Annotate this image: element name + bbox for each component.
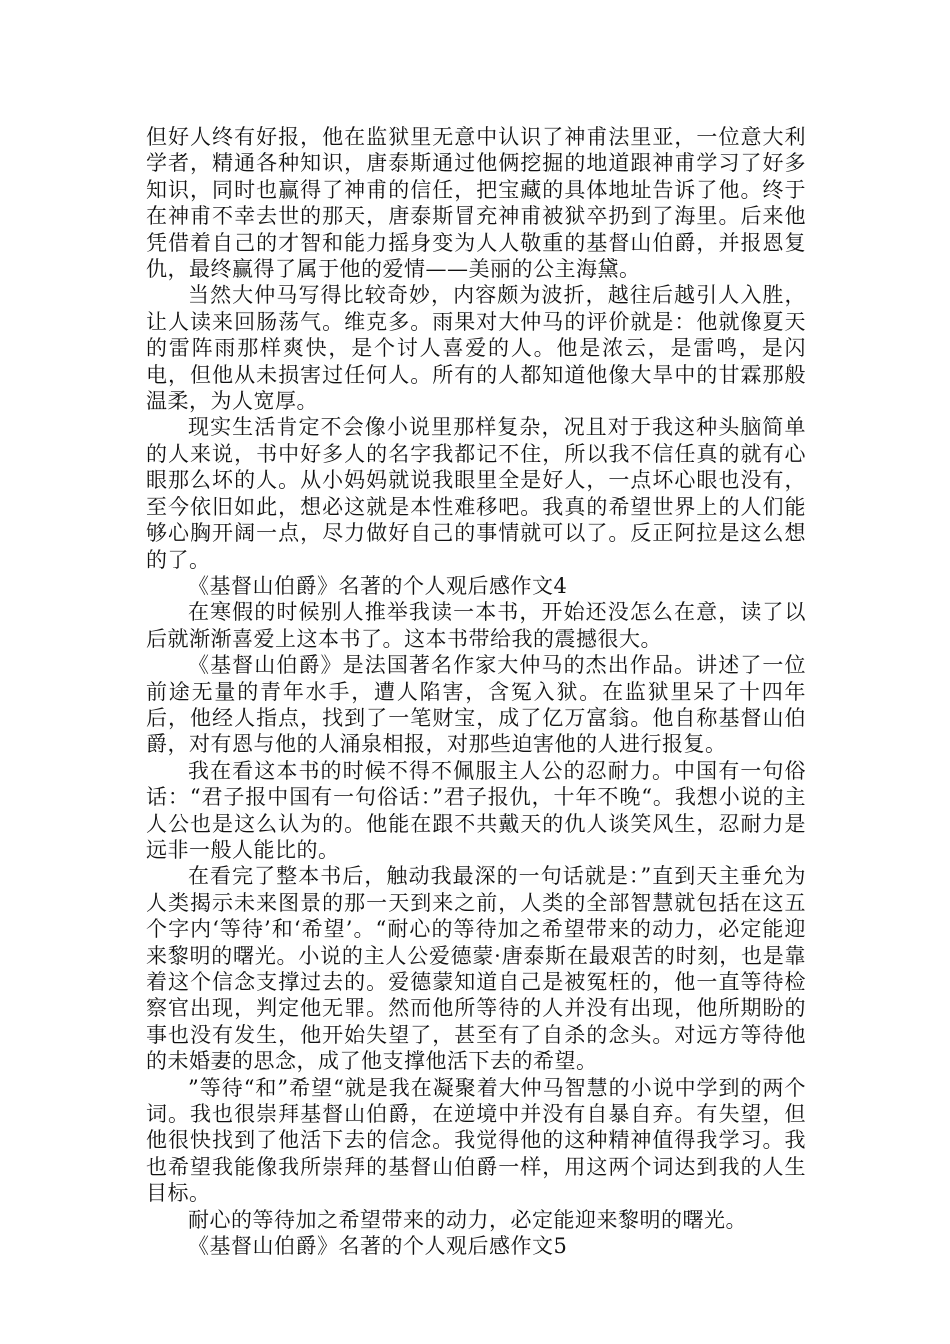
section-heading-4: 《基督山伯爵》名著的个人观后感作文4 [188, 573, 568, 598]
paragraph-8: ”等待“和”希望“就是我在凝聚着大仲马智慧的小说中学到的两个词。我也很崇拜基督山伯爵，在逆境中并没有自暴自弃。有失望，但他很快找到了他活下去的信念。我觉得他的这种精神值得我学习。我也希望我能像我所崇拜的基督山伯爵一样，用这两个词达到我的人生目标。 [146, 1075, 806, 1206]
document-body [146, 124, 806, 1259]
paragraph-6: 我在看这本书的时候不得不佩服主人公的忍耐力。中国有一句俗话：“君子报中国有一句俗话：”君子报仇，十年不晚“。我想小说的主人公也是这么认为的。他能在跟不共戴天的仇人谈笑风生，忍耐力是远非一般人能比的。 [146, 758, 806, 862]
section-heading-5: 《基督山伯爵》名著的个人观后感作文5 [188, 1234, 568, 1259]
paragraph-2: 当然大仲马写得比较奇妙，内容颇为波折，越往后越引人入胜，让人读来回肠荡气。维克多。雨果对大仲马的评价就是：他就像夏天的雷阵雨那样爽快，是个讨人喜爱的人。他是浓云，是雷鸣，是闪电，但他从未损害过任何人。所有的人都知道他像大旱中的甘霖那般温柔，为人宽厚。 [146, 283, 806, 414]
paragraph-4: 在寒假的时候别人推举我读一本书，开始还没怎么在意，读了以后就渐渐喜爱上这本书了。这本书带给我的震撼很大。 [146, 600, 806, 651]
paragraph-5: 《基督山伯爵》是法国著名作家大仲马的杰出作品。讲述了一位前途无量的青年水手，遭人陷害，含冤入狱。在监狱里呆了十四年后，他经人指点，找到了一笔财宝，成了亿万富翁。他自称基督山伯爵，对有恩与他的人涌泉相报，对那些迫害他的人进行报复。 [146, 653, 806, 757]
paragraph-3: 现实生活肯定不会像小说里那样复杂，况且对于我这种头脑简单的人来说，书中好多人的名字我都记不住，所以我不信任真的就有心眼那么坏的人。从小妈妈就说我眼里全是好人，一点坏心眼也没有，至今依旧如此，想必这就是本性难移吧。我真的希望世界上的人们能够心胸开阔一点，尽力做好自己的事情就可以了。反正阿拉是这么想的了。 [146, 415, 806, 572]
paragraph-9: 耐心的等待加之希望带来的动力，必定能迎来黎明的曙光。 [188, 1207, 747, 1232]
paragraph-7: 在看完了整本书后，触动我最深的一句话就是：”直到天主垂允为人类揭示未来图景的那一天到来之前，人类的全部智慧就包括在这五个字内‘等待’和‘希望’。“耐心的等待加之希望带来的动力，必定能迎来黎明的曙光。小说的主人公爱德蒙·唐泰斯在最艰苦的时刻，也是靠着这个信念支撑过去的。爱德蒙知道自己是被冤枉的，他一直等待检察官出现，判定他无罪。然而他所等待的人并没有出现，他所期盼的事也没有发生，他开始失望了，甚至有了自杀的念头。对远方等待他的未婚妻的思念，成了他支撑他活下去的希望。 [146, 864, 806, 1074]
paragraph-1: 但好人终有好报，他在监狱里无意中认识了神甫法里亚，一位意大利学者，精通各种知识，唐泰斯通过他俩挖掘的地道跟神甫学习了好多知识，同时也赢得了神甫的信任，把宝藏的具体地址告诉了他。终于在神甫不幸去世的那天，唐泰斯冒充神甫被狱卒扔到了海里。后来他凭借着自己的才智和能力摇身变为人人敬重的基督山伯爵，并报恩复仇，最终赢得了属于他的爱情——美丽的公主海黛。 [146, 125, 806, 282]
